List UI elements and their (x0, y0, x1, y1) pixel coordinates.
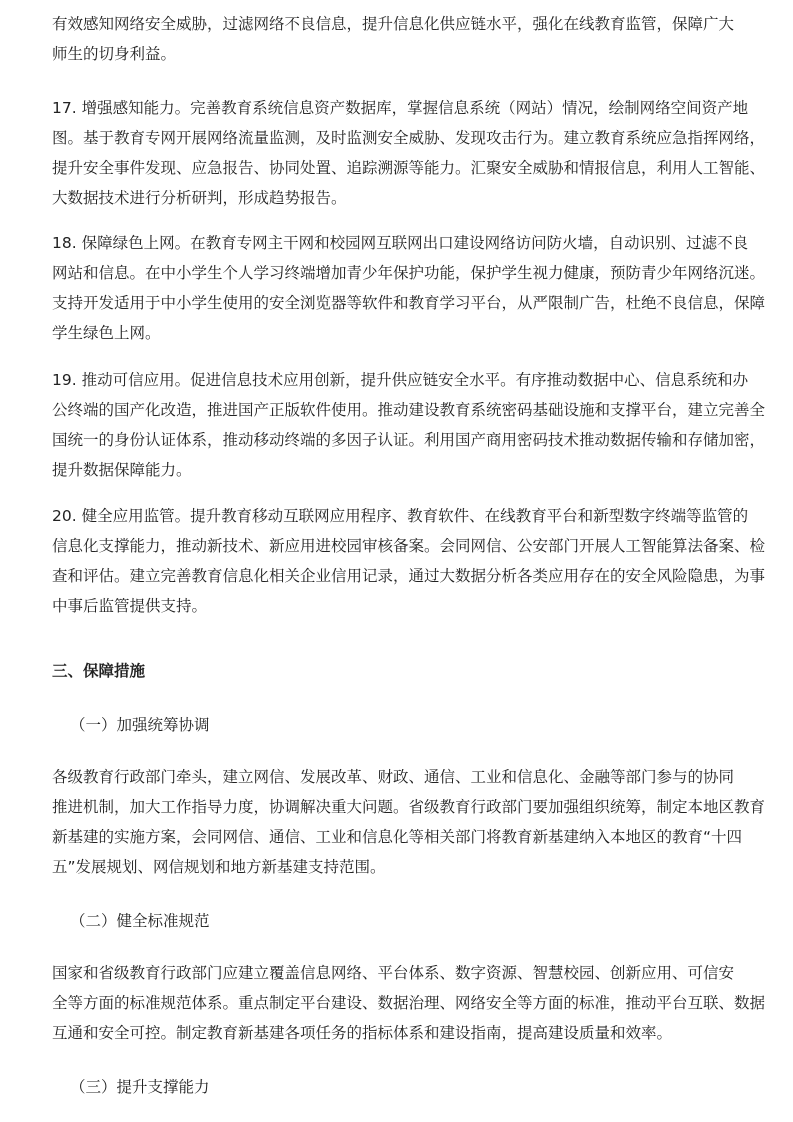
text-line: 支持开发适用于中小学生使用的安全浏览器等软件和教育学习平台，从严限制广告，杜绝不良信息，保障 (52, 294, 766, 312)
text-line: 国家和省级教育行政部门应建立覆盖信息网络、平台体系、数字资源、智慧校园、创新应用、可信安 (52, 964, 735, 982)
text-line: 图。基于教育专网开展网络流量监测，及时监测安全威胁、发现攻击行为。建立教育系统应急指挥网络， (52, 129, 766, 147)
paragraph-standards (0, 958, 793, 1048)
text-line: 学生绿色上网。 (52, 324, 161, 342)
paragraph-coordination (0, 762, 793, 882)
text-line: 提升安全事件发现、应急报告、协同处置、追踪溯源等能力。汇聚安全威胁和情报信息，利用人工智能、 (52, 159, 766, 177)
text-line: 查和评估。建立完善教育信息化相关企业信用记录，通过大数据分析各类应用存在的安全风险隐患，为事 (52, 567, 766, 585)
text-line: 17. 增强感知能力。完善教育系统信息资产数据库，掌握信息系统（网站）情况，绘制网络空间资产地 (52, 99, 749, 117)
subsection-heading: （三）提升支撑能力 (70, 1078, 210, 1096)
text-line: 中事后监管提供支持。 (52, 597, 208, 615)
text-line: 网站和信息。在中小学生个人学习终端增加青少年保护功能，保护学生视力健康，预防青少年网络沉迷。 (52, 264, 766, 282)
text-line: 推进机制，加大工作指导力度，协调解决重大问题。省级教育行政部门要加强组织统筹，制定本地区教育 (52, 798, 766, 816)
paragraph-item-18 (0, 228, 793, 348)
text-line: 20. 健全应用监管。提升教育移动互联网应用程序、教育软件、在线教育平台和新型数字终端等监管的 (52, 507, 749, 525)
text-line: 提升数据保障能力。 (52, 461, 192, 479)
paragraph-intro (0, 9, 793, 69)
section-heading: 三、保障措施 (52, 662, 146, 680)
text-line: 新基建的实施方案，会同网信、通信、工业和信息化等相关部门将教育新基建纳入本地区的教育“十四 (52, 828, 743, 846)
text-line: 五”发展规划、网信规划和地方新基建支持范围。 (52, 858, 386, 876)
text-line: 19. 推动可信应用。促进信息技术应用创新，提升供应链安全水平。有序推动数据中心、信息系统和办 (52, 371, 749, 389)
subsection-heading: （二）健全标准规范 (70, 912, 210, 930)
paragraph-item-17 (0, 93, 793, 213)
text-line: 信息化支撑能力，推动新技术、新应用进校园审核备案。会同网信、公安部门开展人工智能算法备案、检 (52, 537, 766, 555)
paragraph-item-19 (0, 365, 793, 485)
text-line: 有效感知网络安全威胁，过滤网络不良信息，提升信息化供应链水平，强化在线教育监管，保障广大 (52, 15, 735, 33)
text-line: 师生的切身利益。 (52, 45, 177, 63)
paragraph-item-20 (0, 501, 793, 621)
text-line: 互通和安全可控。制定教育新基建各项任务的指标体系和建设指南，提高建设质量和效率。 (52, 1024, 673, 1042)
text-line: 大数据技术进行分析研判，形成趋势报告。 (52, 189, 347, 207)
text-line: 18. 保障绿色上网。在教育专网主干网和校园网互联网出口建设网络访问防火墙，自动识别、过滤不良 (52, 234, 749, 252)
text-line: 各级教育行政部门牵头，建立网信、发展改革、财政、通信、工业和信息化、金融等部门参与的协同 (52, 768, 735, 786)
subsection-heading: （一）加强统筹协调 (70, 716, 210, 734)
text-line: 国统一的身份认证体系，推动移动终端的多因子认证。利用国产商用密码技术推动数据传输和存储加密， (52, 431, 766, 449)
text-line: 全等方面的标准规范体系。重点制定平台建设、数据治理、网络安全等方面的标准，推动平台互联、数据 (52, 994, 766, 1012)
text-line: 公终端的国产化改造，推进国产正版软件使用。推动建设教育系统密码基础设施和支撑平台，建立完善全 (52, 401, 766, 419)
